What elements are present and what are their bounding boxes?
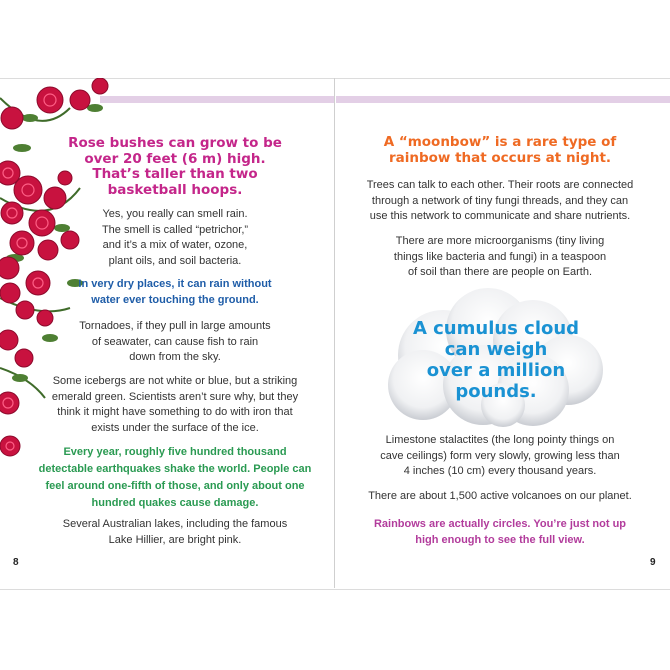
fact-line: Some icebergs are not white or blue, but a striking: [52, 375, 298, 387]
fact-line: through a network of tiny fungi threads, and they can: [371, 194, 629, 207]
fact-line: The smell is called “petrichor,”: [101, 223, 249, 236]
fact-microorganisms: [370, 234, 630, 281]
fact-line: plant oils, and soil bacteria.: [108, 254, 242, 267]
cloud-headline: [398, 318, 594, 402]
page-fold: [334, 78, 335, 588]
fact-rain-smell: [60, 207, 290, 269]
page-number-left: 8: [13, 557, 19, 568]
cloud-headline-line: can weigh: [444, 339, 548, 360]
fact-line: think it might have something to do with iron that: [57, 406, 293, 418]
fact-line: Tornadoes, if they pull in large amounts: [79, 320, 271, 332]
fact-line: Yes, you really can smell rain.: [102, 208, 248, 220]
fact-line: Trees can talk to each other. Their roots are connected: [366, 179, 634, 191]
header-band-left: [100, 96, 334, 103]
rose-headline-line: Rose bushes can grow to be: [68, 135, 282, 151]
fact-line: 4 inches (10 cm) every thousand years.: [403, 465, 597, 477]
fact-stalactites: [360, 433, 640, 480]
cloud-headline-line: A cumulus cloud: [412, 318, 580, 339]
fact-line: Rainbows are actually circles. You’re just not up: [373, 518, 627, 530]
moonbow-headline-line: rainbow that occurs at night.: [388, 150, 612, 166]
rose-headline: [50, 136, 300, 198]
fact-line: In very dry places, it can rain without: [78, 278, 272, 290]
fact-line: use this network to communicate and share nutrients.: [369, 210, 631, 222]
fact-line: feel around one-fifth of those, and only about one: [45, 480, 305, 492]
rose-headline-line: basketball hoops.: [107, 181, 243, 198]
fact-line: of seawater, can cause fish to rain: [91, 335, 259, 348]
fact-line: cave ceilings) form very slowly, growing less than: [380, 449, 620, 462]
fact-line: high enough to see the full view.: [415, 534, 585, 546]
fact-volcanoes: [350, 489, 650, 505]
cloud-headline-line: over a million: [426, 360, 566, 381]
fact-line: Limestone stalactites (the long pointy things on: [385, 434, 615, 446]
rose-headline-line: over 20 feet (6 m) high.: [84, 150, 266, 167]
fact-line: There are about 1,500 active volcanoes on our planet.: [368, 490, 632, 502]
fact-line: detectable earthquakes shake the world. People can: [38, 463, 312, 475]
fact-icebergs: [30, 374, 320, 436]
header-band-right: [336, 96, 670, 103]
fact-line: water ever touching the ground.: [91, 294, 259, 306]
rose-headline-line: That’s taller than two: [92, 166, 258, 182]
fact-line: Lake Hillier, are bright pink.: [108, 533, 242, 546]
fact-dry-places: [50, 276, 300, 308]
moonbow-headline-line: A “moonbow” is a rare type of: [383, 134, 617, 150]
fact-line: things like bacteria and fungi) in a teaspoon: [393, 250, 607, 263]
fact-line: There are more microorganisms (tiny living: [395, 235, 605, 247]
fact-lakes: [40, 517, 310, 548]
fact-line: emerald green. Scientists aren’t sure why, but they: [51, 390, 299, 403]
fact-line: Every year, roughly five hundred thousand: [63, 446, 287, 458]
moonbow-headline: [350, 134, 650, 166]
fact-tornadoes: [50, 319, 300, 366]
fact-trees: [350, 178, 650, 225]
fact-line: exists under the surface of the ice.: [91, 421, 259, 434]
fact-line: and it’s a mix of water, ozone,: [102, 239, 248, 251]
fact-rainbows: [360, 516, 640, 548]
page-number-right: 9: [650, 557, 656, 568]
fact-line: Several Australian lakes, including the famous: [62, 518, 288, 530]
fact-earthquakes: [30, 444, 320, 512]
cloud-headline-line: pounds.: [455, 381, 537, 402]
fact-line: hundred quakes cause damage.: [91, 497, 259, 509]
fact-line: down from the sky.: [129, 351, 221, 363]
fact-line: of soil than there are people on Earth.: [407, 266, 593, 278]
